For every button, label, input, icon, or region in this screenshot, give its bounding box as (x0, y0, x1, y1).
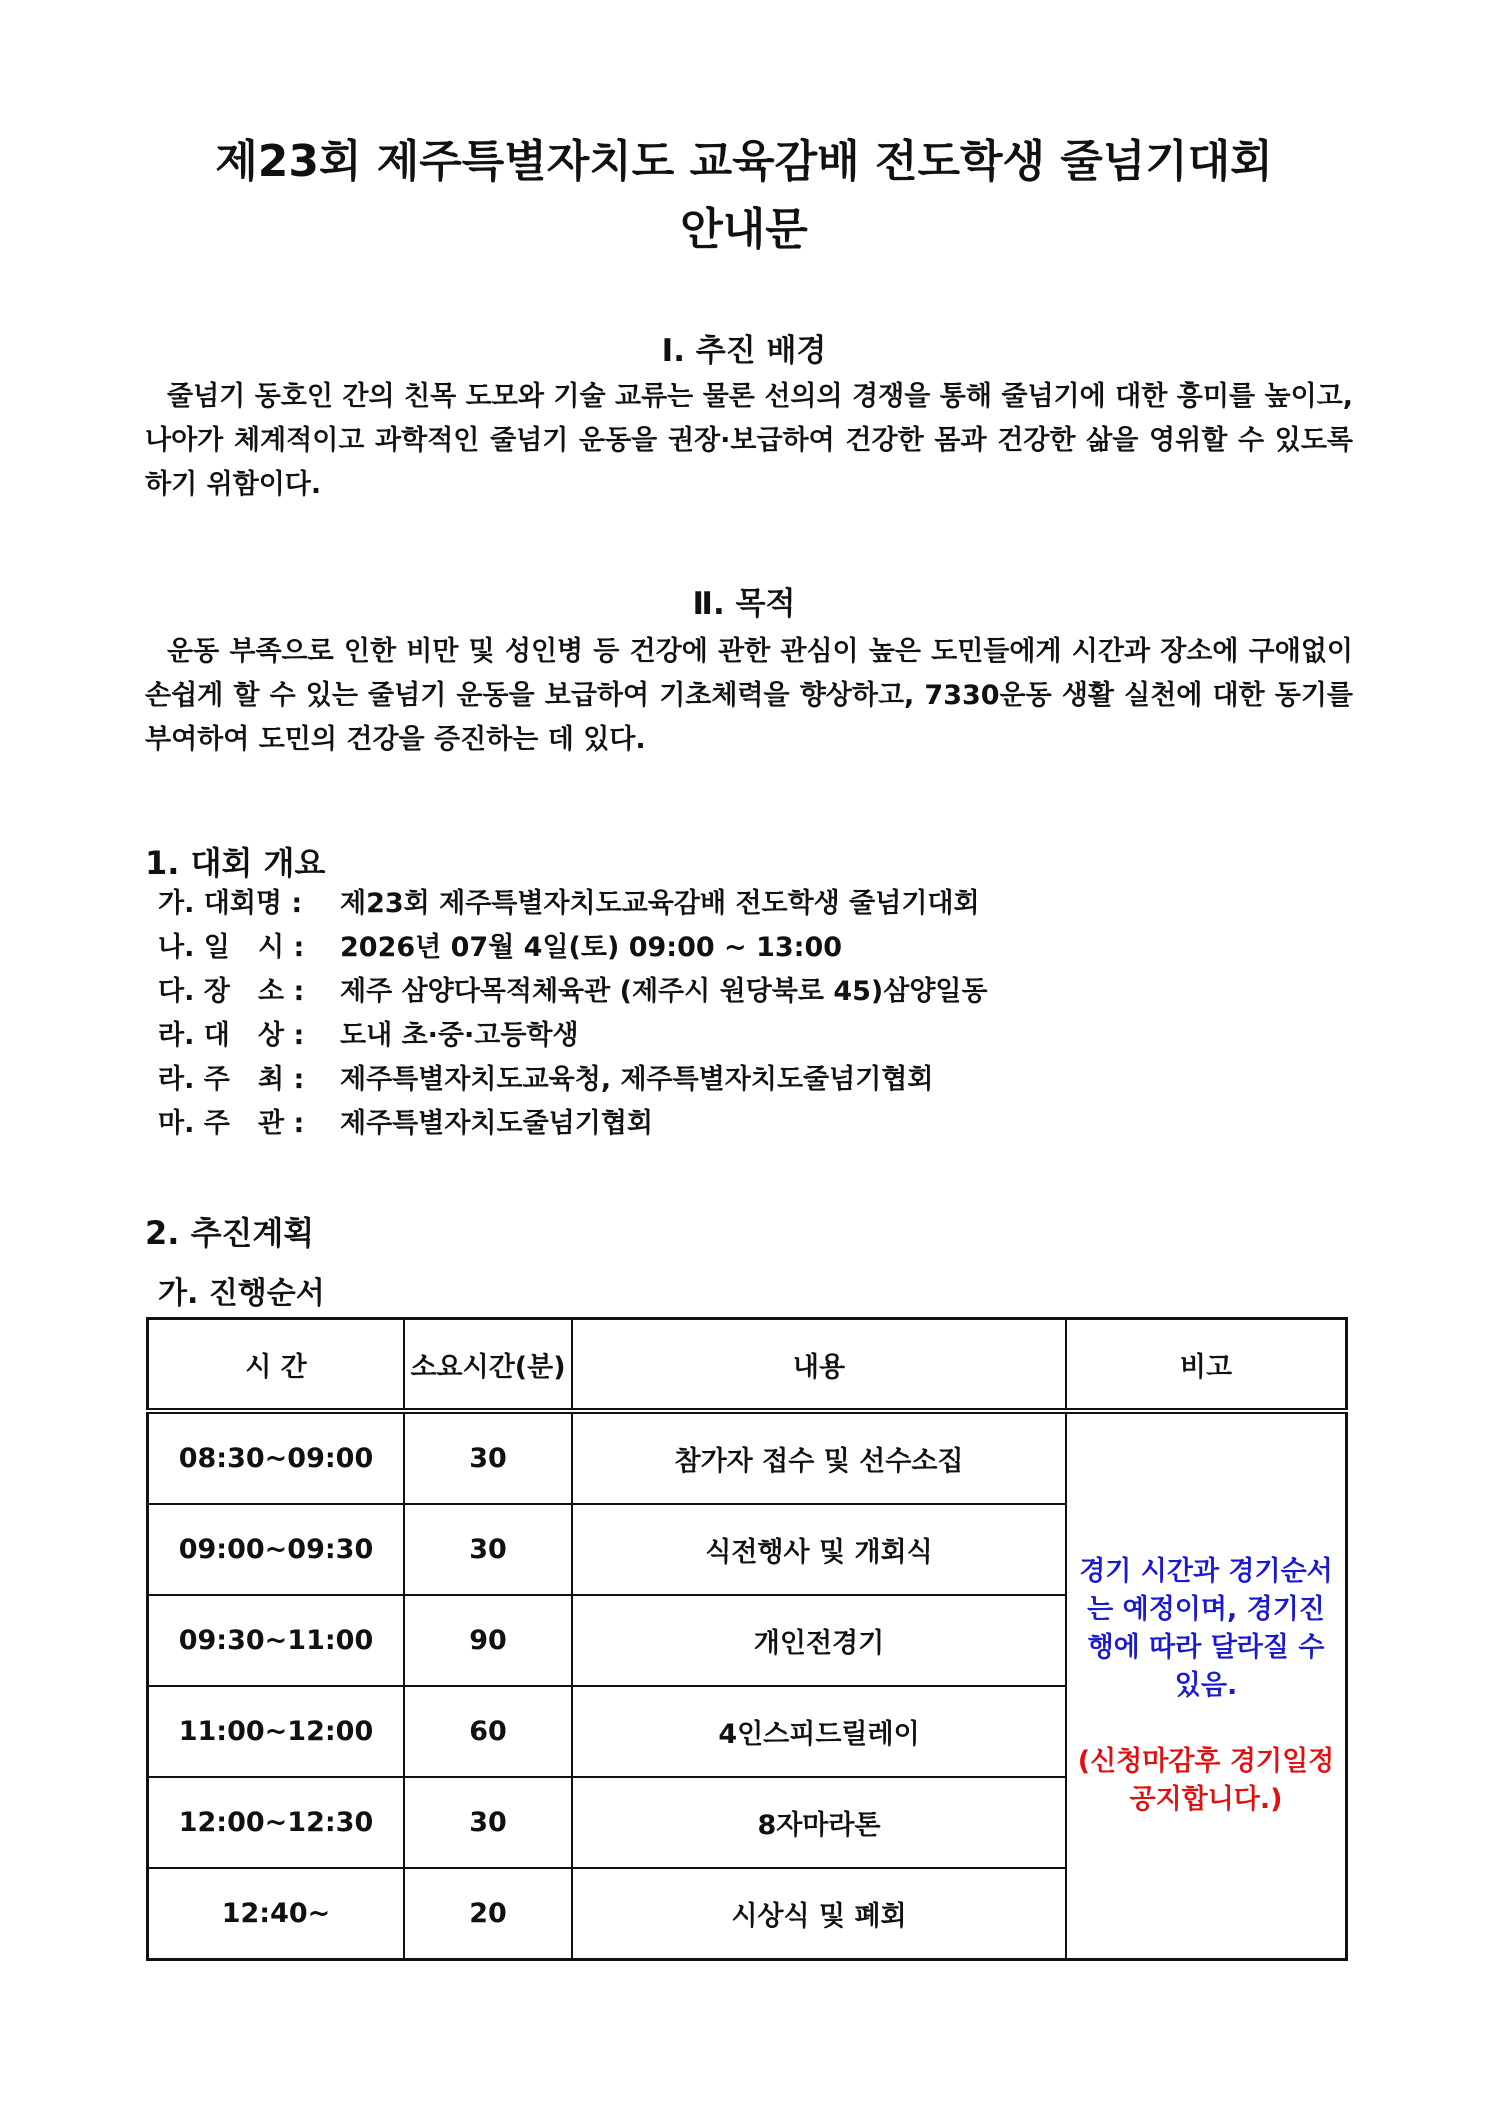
overview-list (158, 882, 988, 1146)
document-title: 제23회 제주특별자치도 교육감배 전도학생 줄넘기대회 (215, 136, 1273, 187)
subheading-schedule: 가. 진행순서 (158, 1276, 325, 1311)
heading-plan: 2. 추진계획 (145, 1214, 315, 1252)
overview-label: 마. 주 관 : (158, 1108, 314, 1139)
cell-duration: 20 (404, 1868, 572, 1960)
table-row (148, 1411, 1347, 1504)
heading-overview: 1. 대회 개요 (145, 844, 326, 882)
cell-content: 4인스피드릴레이 (572, 1686, 1066, 1777)
section-text-purpose: 운동 부족으로 인한 비만 및 성인병 등 건강에 관한 관심이 높은 도민들에게 시간과 장소에 구애없이 손쉽게 할 수 있는 줄넘기 운동을 보급하여 기초체력을 향상하고, 7330운동 생활 실천에 대한 동기를 부여하여 도민의 건강을 증진하는 데 있다. (145, 636, 1353, 755)
overview-item (158, 1014, 988, 1058)
column-header-time: 시 간 (148, 1319, 405, 1412)
cell-duration: 90 (404, 1595, 572, 1686)
cell-time: 09:00~09:30 (148, 1504, 405, 1595)
overview-item (158, 970, 988, 1014)
overview-value: 제주특별자치도교육청, 제주특별자치도줄넘기협회 (340, 1064, 934, 1095)
column-header-content: 내용 (572, 1319, 1066, 1412)
cell-time: 12:40~ (148, 1868, 405, 1960)
cell-time: 11:00~12:00 (148, 1686, 405, 1777)
table-header-row (148, 1319, 1347, 1412)
note-schedule-subject-to-change: 경기 시간과 경기순서는 예정이며, 경기진행에 따라 달라질 수 있음. (1079, 1556, 1333, 1701)
cell-time: 08:30~09:00 (148, 1411, 405, 1504)
overview-label: 가. 대회명 : (158, 888, 312, 919)
cell-duration: 30 (404, 1777, 572, 1868)
cell-content: 식전행사 및 개회식 (572, 1504, 1066, 1595)
cell-time: 12:00~12:30 (148, 1777, 405, 1868)
cell-note (1066, 1411, 1347, 1960)
overview-label: 다. 장 소 : (158, 976, 314, 1007)
overview-label: 라. 대 상 : (158, 1020, 314, 1051)
cell-content: 시상식 및 폐회 (572, 1868, 1066, 1960)
column-header-duration: 소요시간(분) (404, 1319, 572, 1412)
overview-item (158, 882, 988, 926)
cell-time: 09:30~11:00 (148, 1595, 405, 1686)
section-heading-background: Ⅰ. 추진 배경 (661, 333, 827, 369)
overview-value: 도내 초·중·고등학생 (340, 1020, 579, 1051)
cell-content: 개인전경기 (572, 1595, 1066, 1686)
section-heading-purpose: Ⅱ. 목적 (692, 586, 796, 622)
overview-label: 라. 주 최 : (158, 1064, 314, 1095)
overview-value: 2026년 07월 4일(토) 09:00 ~ 13:00 (340, 932, 843, 963)
overview-item (158, 1058, 988, 1102)
cell-content: 8자마라톤 (572, 1777, 1066, 1868)
overview-item (158, 1102, 988, 1146)
overview-value: 제주특별자치도줄넘기협회 (340, 1108, 653, 1139)
schedule-table (146, 1317, 1348, 1961)
cell-duration: 30 (404, 1411, 572, 1504)
overview-label: 나. 일 시 : (158, 932, 314, 963)
overview-item (158, 926, 988, 970)
document-subtitle: 안내문 (680, 204, 808, 255)
cell-duration: 60 (404, 1686, 572, 1777)
column-header-note: 비고 (1066, 1319, 1347, 1412)
overview-value: 제23회 제주특별자치도교육감배 전도학생 줄넘기대회 (340, 888, 980, 919)
cell-content: 참가자 접수 및 선수소집 (572, 1411, 1066, 1504)
section-text-background: 줄넘기 동호인 간의 친목 도모와 기술 교류는 물론 선의의 경쟁을 통해 줄넘기에 대한 흥미를 높이고, 나아가 체계적이고 과학적인 줄넘기 운동을 권장·보급하여 건강한 몸과 건강한 삶을 영위할 수 있도록 하기 위함이다. (145, 381, 1353, 500)
note-schedule-announcement: (신청마감후 경기일정 공지합니다.) (1077, 1746, 1335, 1815)
overview-value: 제주 삼양다목적체육관 (제주시 원당북로 45)삼양일동 (340, 976, 988, 1007)
cell-duration: 30 (404, 1504, 572, 1595)
